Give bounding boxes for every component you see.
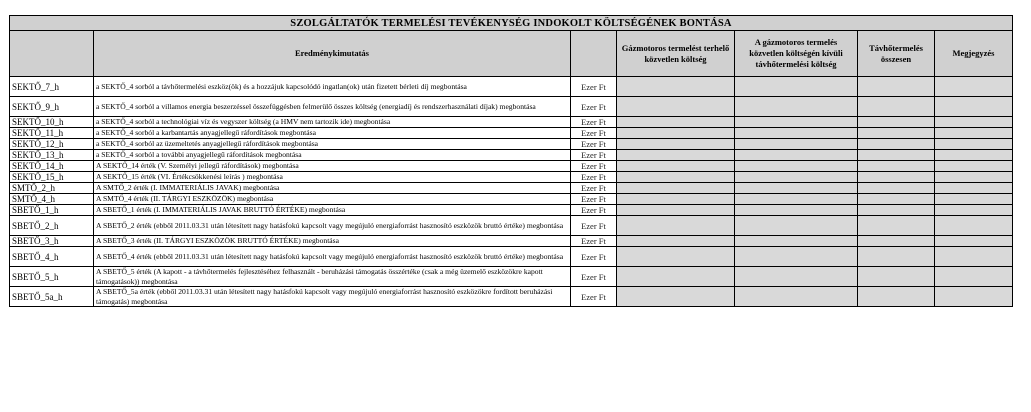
table-row [10, 194, 1013, 205]
table-row [10, 161, 1013, 172]
other-heat-cost-cell[interactable] [735, 247, 858, 267]
remark-cell[interactable] [935, 139, 1013, 150]
row-code: SMTŐ_4_h [10, 194, 94, 205]
row-unit: Ezer Ft [571, 150, 617, 161]
row-unit: Ezer Ft [571, 267, 617, 287]
gas-engine-direct-cost-cell[interactable] [617, 247, 735, 267]
heat-production-total-cell[interactable] [858, 236, 935, 247]
gas-engine-direct-cost-cell[interactable] [617, 236, 735, 247]
table-row [10, 128, 1013, 139]
table-row [10, 117, 1013, 128]
remark-cell[interactable] [935, 150, 1013, 161]
other-heat-cost-cell[interactable] [735, 117, 858, 128]
row-code: SBETŐ_2_h [10, 216, 94, 236]
row-code: SEKTŐ_15_h [10, 172, 94, 183]
table-row [10, 77, 1013, 97]
other-heat-cost-cell[interactable] [735, 150, 858, 161]
other-heat-cost-header: A gázmotoros termelés közvetlen költségén kívüli távhőtermelési költség [735, 31, 858, 77]
heat-production-total-cell[interactable] [858, 161, 935, 172]
heat-production-total-cell[interactable] [858, 216, 935, 236]
other-heat-cost-cell[interactable] [735, 205, 858, 216]
table-row [10, 97, 1013, 117]
row-description: A SBETŐ_2 érték (ebből 2011.03.31 után létesített nagy hatásfokú kapcsolt vagy megújuló energiaforrást hasznosító eszközök bruttó értéke) megbontása [94, 216, 571, 236]
gas-engine-direct-cost-cell[interactable] [617, 161, 735, 172]
remark-cell[interactable] [935, 205, 1013, 216]
row-description: a SEKTŐ_4 sorból az üzemeltetés anyagjellegű ráfordítások megbontása [94, 139, 571, 150]
table-row [10, 287, 1013, 307]
heat-production-total-cell[interactable] [858, 183, 935, 194]
table-title: SZOLGÁLTATÓK TERMELÉSI TEVÉKENYSÉG INDOKOLT KÖLTSÉGÉNEK BONTÁSA [10, 16, 1013, 31]
heat-production-total-cell[interactable] [858, 172, 935, 183]
row-unit: Ezer Ft [571, 139, 617, 150]
row-code: SEKTŐ_7_h [10, 77, 94, 97]
other-heat-cost-cell[interactable] [735, 139, 858, 150]
table-row [10, 236, 1013, 247]
gas-engine-direct-cost-cell[interactable] [617, 97, 735, 117]
row-code: SEKTŐ_13_h [10, 150, 94, 161]
row-description: A SMTŐ_4 érték (II. TÁRGYI ESZKÖZÖK) megbontása [94, 194, 571, 205]
remark-cell[interactable] [935, 287, 1013, 307]
gas-engine-direct-cost-cell[interactable] [617, 139, 735, 150]
gas-engine-direct-cost-cell[interactable] [617, 77, 735, 97]
remark-cell[interactable] [935, 77, 1013, 97]
other-heat-cost-cell[interactable] [735, 77, 858, 97]
row-description: a SEKTŐ_4 sorból a villamos energia beszerzéssel összefüggésben felmerülő összes költség (energiadíj és rendszerhasználati díjak) megbontása [94, 97, 571, 117]
row-description: a SEKTŐ_4 sorból a távhőtermelési eszköz(ök) és a hozzájuk kapcsolódó ingatlan(ok) után fizetett bérleti díj megbontása [94, 77, 571, 97]
row-unit: Ezer Ft [571, 172, 617, 183]
gas-engine-direct-cost-cell[interactable] [617, 287, 735, 307]
gas-engine-direct-cost-cell[interactable] [617, 205, 735, 216]
heat-production-total-cell[interactable] [858, 77, 935, 97]
heat-production-total-cell[interactable] [858, 139, 935, 150]
row-unit: Ezer Ft [571, 161, 617, 172]
row-unit: Ezer Ft [571, 236, 617, 247]
row-code: SBETŐ_3_h [10, 236, 94, 247]
row-code: SBETŐ_5a_h [10, 287, 94, 307]
gas-engine-direct-cost-cell[interactable] [617, 183, 735, 194]
table-row [10, 247, 1013, 267]
heat-production-total-cell[interactable] [858, 267, 935, 287]
row-code: SEKTŐ_11_h [10, 128, 94, 139]
table-row [10, 150, 1013, 161]
remark-header: Megjegyzés [935, 31, 1013, 77]
row-description: A SBETŐ_5a érték (ebből 2011.03.31 után létesített nagy hatásfokú kapcsolt vagy megújuló energiaforrást hasznosító eszközökre fordított beruházási támogatás) megbontása [94, 287, 571, 307]
row-code: SMTŐ_2_h [10, 183, 94, 194]
row-description: A SBETŐ_5 érték (A kapott - a távhőtermelés fejlesztéséhez felhasznált - beruházási támogatás összértéke (csak a még üzemelő eszközökre kapott támogatások)) megbontása [94, 267, 571, 287]
other-heat-cost-cell[interactable] [735, 128, 858, 139]
unit-column-header [571, 31, 617, 77]
other-heat-cost-cell[interactable] [735, 97, 858, 117]
row-code: SEKTŐ_12_h [10, 139, 94, 150]
row-code: SEKTŐ_9_h [10, 97, 94, 117]
row-description: a SEKTŐ_4 sorból a technológiai víz és vegyszer költség (a HMV nem tartozik ide) megbontása [94, 117, 571, 128]
row-unit: Ezer Ft [571, 183, 617, 194]
remark-cell[interactable] [935, 161, 1013, 172]
row-description: A SBETŐ_3 érték (II. TÁRGYI ESZKÖZÖK BRUTTÓ ÉRTÉKE) megbontása [94, 236, 571, 247]
table-row [10, 183, 1013, 194]
table-row [10, 139, 1013, 150]
remark-cell[interactable] [935, 97, 1013, 117]
row-unit: Ezer Ft [571, 287, 617, 307]
row-description: A SMTŐ_2 érték (I. IMMATERIÁLIS JAVAK) megbontása [94, 183, 571, 194]
heat-production-total-cell[interactable] [858, 128, 935, 139]
row-unit: Ezer Ft [571, 97, 617, 117]
other-heat-cost-cell[interactable] [735, 216, 858, 236]
remark-cell[interactable] [935, 216, 1013, 236]
other-heat-cost-cell[interactable] [735, 194, 858, 205]
row-description: a SEKTŐ_4 sorból a további anyagjellegű ráfordítások megbontása [94, 150, 571, 161]
cost-breakdown-table [9, 15, 1013, 307]
row-unit: Ezer Ft [571, 128, 617, 139]
heat-production-total-cell[interactable] [858, 205, 935, 216]
other-heat-cost-cell[interactable] [735, 267, 858, 287]
row-description: A SBETŐ_4 érték (ebből 2011.03.31 után létesített nagy hatásfokú kapcsolt vagy megújuló energiaforrást hasznosító eszközök bruttó értéke) megbontása [94, 247, 571, 267]
code-column-header [10, 31, 94, 77]
gas-engine-direct-cost-cell[interactable] [617, 128, 735, 139]
row-code: SBETŐ_1_h [10, 205, 94, 216]
table-row [10, 267, 1013, 287]
row-code: SBETŐ_5_h [10, 267, 94, 287]
remark-cell[interactable] [935, 236, 1013, 247]
gas-engine-direct-cost-cell[interactable] [617, 117, 735, 128]
row-unit: Ezer Ft [571, 117, 617, 128]
row-description: a SEKTŐ_4 sorból a karbantartás anyagjellegű ráfordítások megbontása [94, 128, 571, 139]
row-code: SBETŐ_4_h [10, 247, 94, 267]
heat-production-total-header: Távhőtermelés összesen [858, 31, 935, 77]
row-unit: Ezer Ft [571, 194, 617, 205]
row-unit: Ezer Ft [571, 216, 617, 236]
other-heat-cost-cell[interactable] [735, 183, 858, 194]
row-unit: Ezer Ft [571, 205, 617, 216]
other-heat-cost-cell[interactable] [735, 236, 858, 247]
remark-cell[interactable] [935, 117, 1013, 128]
gas-engine-direct-cost-cell[interactable] [617, 150, 735, 161]
heat-production-total-cell[interactable] [858, 287, 935, 307]
row-description: A SEKTŐ_15 érték (VI. Értékcsökkenési leírás ) megbontása [94, 172, 571, 183]
other-heat-cost-cell[interactable] [735, 287, 858, 307]
heat-production-total-cell[interactable] [858, 247, 935, 267]
gas-engine-direct-cost-header: Gázmotoros termelést terhelő közvetlen költség [617, 31, 735, 77]
row-code: SEKTŐ_14_h [10, 161, 94, 172]
other-heat-cost-cell[interactable] [735, 161, 858, 172]
remark-cell[interactable] [935, 247, 1013, 267]
gas-engine-direct-cost-cell[interactable] [617, 172, 735, 183]
gas-engine-direct-cost-cell[interactable] [617, 267, 735, 287]
row-unit: Ezer Ft [571, 77, 617, 97]
row-unit: Ezer Ft [571, 247, 617, 267]
table-row [10, 216, 1013, 236]
remark-cell[interactable] [935, 128, 1013, 139]
remark-cell[interactable] [935, 183, 1013, 194]
description-column-header: Eredménykimutatás [94, 31, 571, 77]
table-row [10, 172, 1013, 183]
row-description: A SBETŐ_1 érték (I. IMMATERIÁLIS JAVAK BRUTTÓ ÉRTÉKE) megbontása [94, 205, 571, 216]
gas-engine-direct-cost-cell[interactable] [617, 216, 735, 236]
heat-production-total-cell[interactable] [858, 150, 935, 161]
other-heat-cost-cell[interactable] [735, 172, 858, 183]
remark-cell[interactable] [935, 267, 1013, 287]
row-description: A SEKTŐ_14 érték (V. Személyi jellegű ráfordítások) megbontása [94, 161, 571, 172]
remark-cell[interactable] [935, 172, 1013, 183]
heat-production-total-cell[interactable] [858, 117, 935, 128]
gas-engine-direct-cost-cell[interactable] [617, 194, 735, 205]
remark-cell[interactable] [935, 194, 1013, 205]
table-row [10, 205, 1013, 216]
heat-production-total-cell[interactable] [858, 97, 935, 117]
row-code: SEKTŐ_10_h [10, 117, 94, 128]
heat-production-total-cell[interactable] [858, 194, 935, 205]
